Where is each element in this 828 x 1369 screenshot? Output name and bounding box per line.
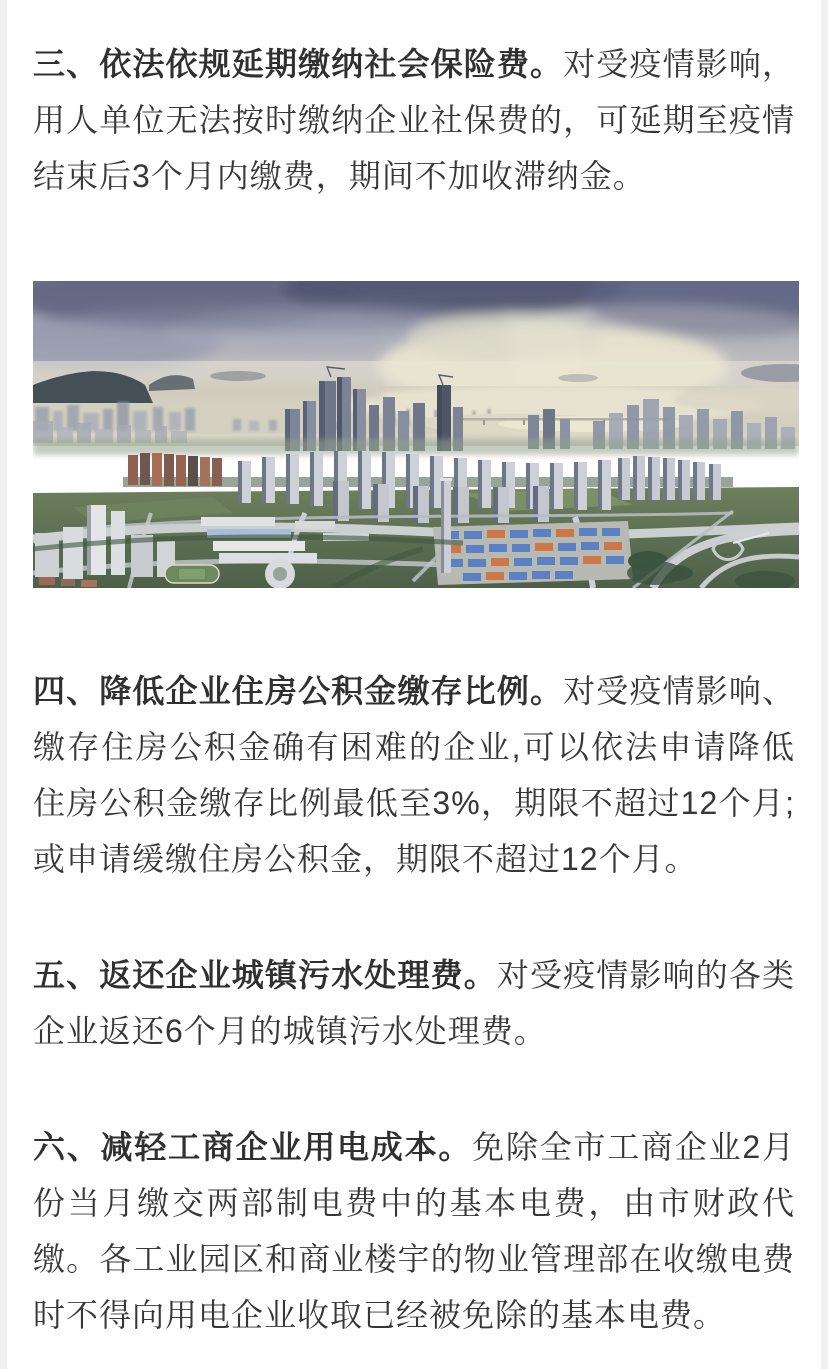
paragraph-electricity-cost	[33, 1119, 795, 1343]
city-aerial-photo-svg	[33, 281, 799, 588]
paragraph-sewage-fee-body: 对受疫情影响的各类企业返还6个月的城镇污水处理费。	[33, 957, 795, 1049]
paragraph-electricity-cost-body: 免除全市工商企业2月份当月缴交两部制电费中的基本电费，由市财政代缴。各工业园区和商业楼宇的物业管理部在收缴电费时不得向用电企业收取已经被免除的基本电费。	[33, 1129, 795, 1333]
paragraph-social-insurance-heading: 三、依法依规延期缴纳社会保险费。	[33, 46, 564, 82]
paragraph-social-insurance	[33, 36, 795, 204]
paragraph-housing-fund	[33, 663, 795, 887]
paragraph-electricity-cost-heading: 六、减轻工商企业用电成本。	[33, 1129, 473, 1165]
page-edge-right	[821, 0, 828, 1369]
city-aerial-photo	[33, 281, 795, 588]
paragraph-sewage-fee	[33, 947, 795, 1059]
page-edge-left	[0, 0, 7, 1369]
paragraph-housing-fund-body: 对受疫情影响、缴存住房公积金确有困难的企业,可以依法申请降低住房公积金缴存比例最低至3%，期限不超过12个月;或申请缓缴住房公积金，期限不超过12个月。	[33, 673, 795, 877]
paragraph-sewage-fee-heading: 五、返还企业城镇污水处理费。	[33, 957, 497, 993]
paragraph-housing-fund-heading: 四、降低企业住房公积金缴存比例。	[33, 673, 564, 709]
article-content	[7, 0, 821, 1369]
paragraph-social-insurance-body: 对受疫情影响，用人单位无法按时缴纳企业社保费的，可延期至疫情结束后3个月内缴费，期间不加收滞纳金。	[33, 46, 795, 194]
